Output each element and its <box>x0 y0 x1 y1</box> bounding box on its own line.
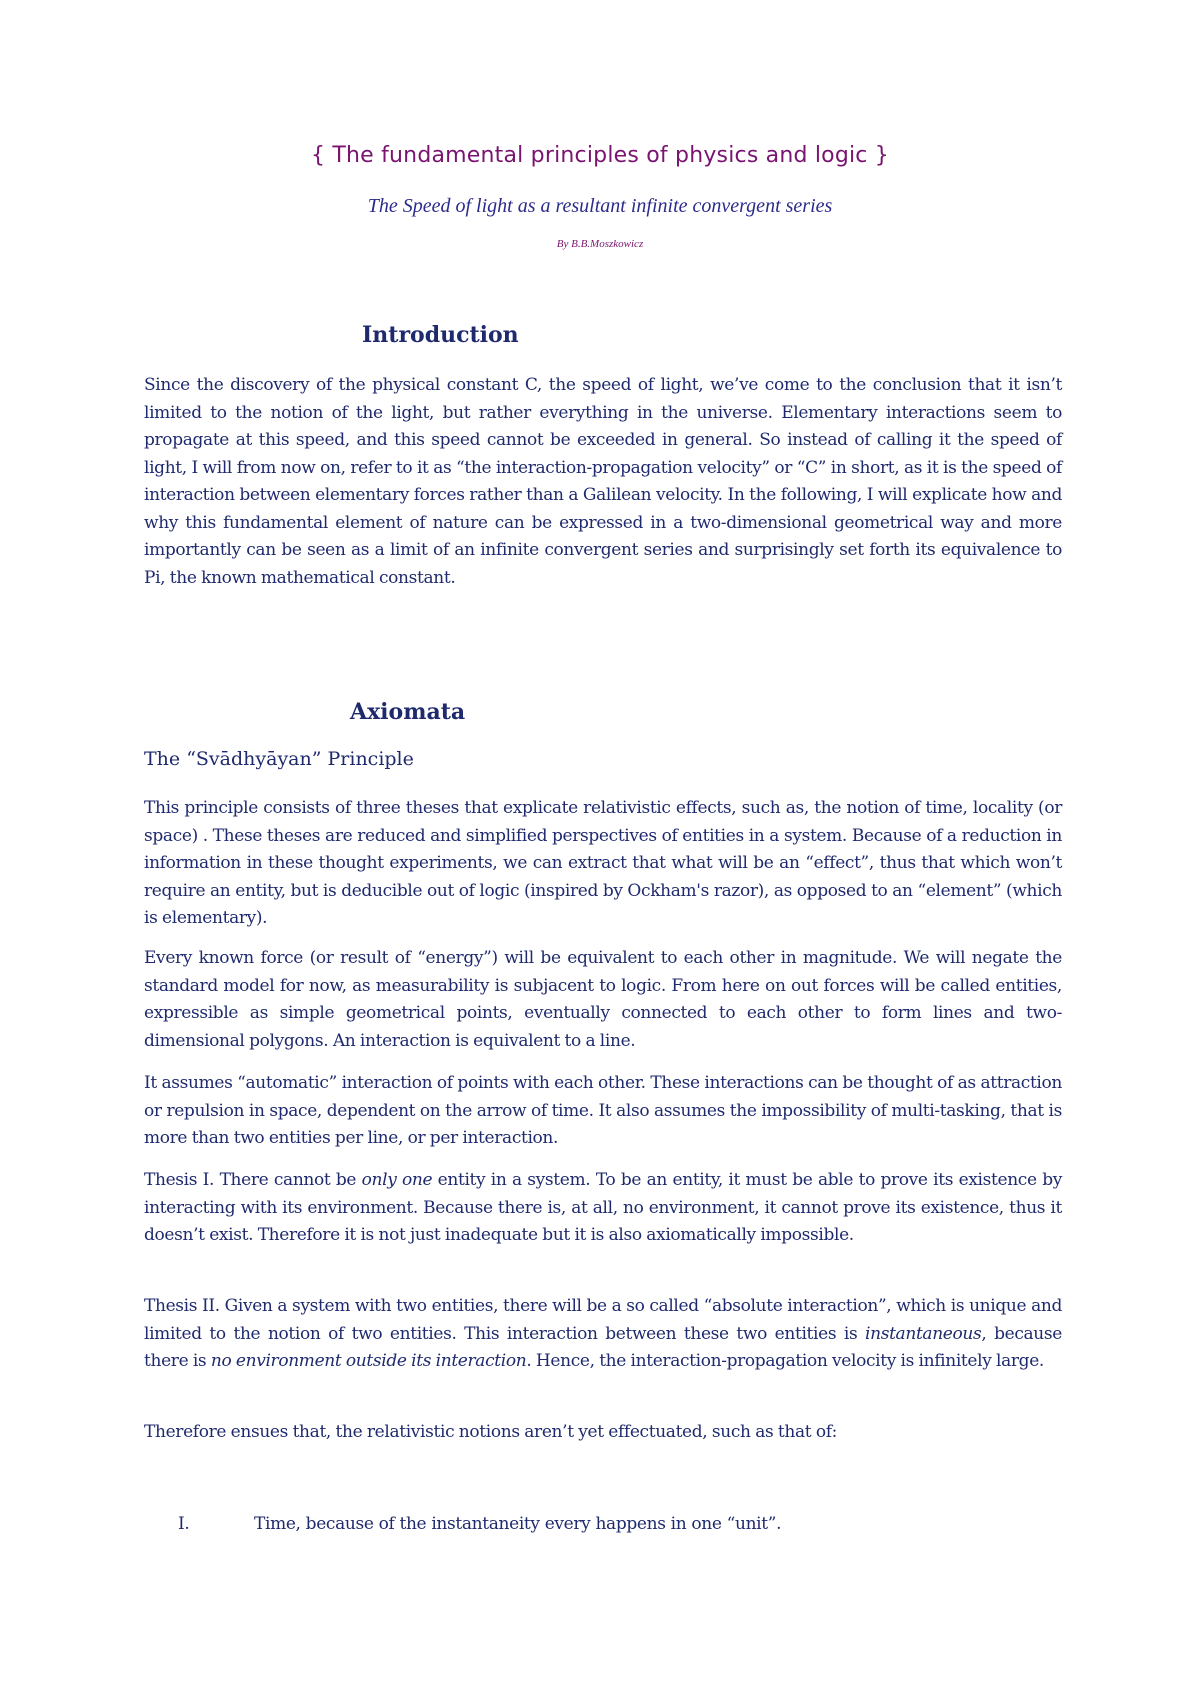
author-byline: By B.B.Moszkowicz <box>556 238 644 250</box>
thesis-two-text-a: Thesis II. Given a system with two entities, there will be a so called “absolute interaction”, which is unique and limited to the notion of two entities. This interaction between these two entities is <box>144 1296 1062 1344</box>
thesis-two-paragraph <box>144 1293 1062 1376</box>
forces-paragraph: Every known force (or result of “energy”) will be equivalent to each other in magnitude. We will negate the standard model for now, as measurability is subjacent to logic. From here on out forces will be called entities, expressible as simple geometrical points, eventually connected to each other to form lines and two-dimensional polygons. An interaction is equivalent to a line. <box>144 948 1062 1051</box>
principle-paragraph: This principle consists of three theses that explicate relativistic effects, such as, the notion of time, locality (or space) . These theses are reduced and simplified perspectives of entities in a system. Because of a reduction in information in these thought experiments, we can extract that what will be an “effect”, thus that which won’t require an entity, but is deducible out of logic (inspired by Ockham's razor), as opposed to an “element” (which is elementary). <box>144 798 1062 928</box>
thesis-two-emphasis-instantaneous: instantaneous <box>865 1323 982 1344</box>
document-subtitle: The Speed of light as a resultant infinite convergent series <box>367 195 833 217</box>
thesis-one-text-b: entity in a system. To be an entity, it must be able to prove its existence by interacting with its environment. Because there is, at all, no environment, it cannot prove its existence, thus it doesn’t exist. Therefore it is not just inadequate but it is also axiomatically impossible. <box>144 1170 1062 1245</box>
introduction-heading: Introduction <box>362 322 519 348</box>
thesis-one-emphasis: only one <box>361 1170 433 1190</box>
thesis-two-text-b: , because there is <box>144 1323 1062 1371</box>
list-item <box>178 1514 781 1534</box>
introduction-paragraph: Since the discovery of the physical constant C, the speed of light, we’ve come to the conclusion that it isn’t limited to the notion of the light, but rather everything in the universe. Elementary interactions seem to propagate at this speed, and this speed cannot be exceeded in general. So instead of calling it the speed of light, I will from now on, refer to it as “the interaction-propagation velocity” or “C” in short, as it is the speed of interaction between elementary forces rather than a Galilean velocity. In the following, I will explicate how and why this fundamental element of nature can be expressed in a two-dimensional geometrical way and more importantly can be seen as a limit of an infinite convergent series and surprisingly set forth its equivalence to Pi, the known mathematical constant. <box>144 375 1062 588</box>
thesis-two-emphasis-environment: no environment outside its interaction <box>210 1351 527 1371</box>
thesis-two-text-c: . Hence, the interaction-propagation velocity is infinitely large. <box>526 1351 1044 1371</box>
list-item-text: Time, because of the instantaneity every happens in one “unit”. <box>254 1514 782 1534</box>
ensues-paragraph: Therefore ensues that, the relativistic notions aren’t yet effectuated, such as that of: <box>144 1422 838 1442</box>
list-item-number: I. <box>178 1514 190 1534</box>
axiomata-heading: Axiomata <box>350 699 466 725</box>
interaction-paragraph: It assumes “automatic” interaction of points with each other. These interactions can be thought of as attraction or repulsion in space, dependent on the arrow of time. It also assumes the impossibility of multi-tasking, that is more than two entities per line, or per interaction. <box>144 1073 1062 1148</box>
document-title: { The fundamental principles of physics and logic } <box>310 143 889 168</box>
thesis-one-paragraph <box>144 1167 1062 1250</box>
thesis-one-text-a: Thesis I. There cannot be <box>144 1170 362 1190</box>
principle-heading: The “Svādhyāyan” Principle <box>144 748 414 770</box>
